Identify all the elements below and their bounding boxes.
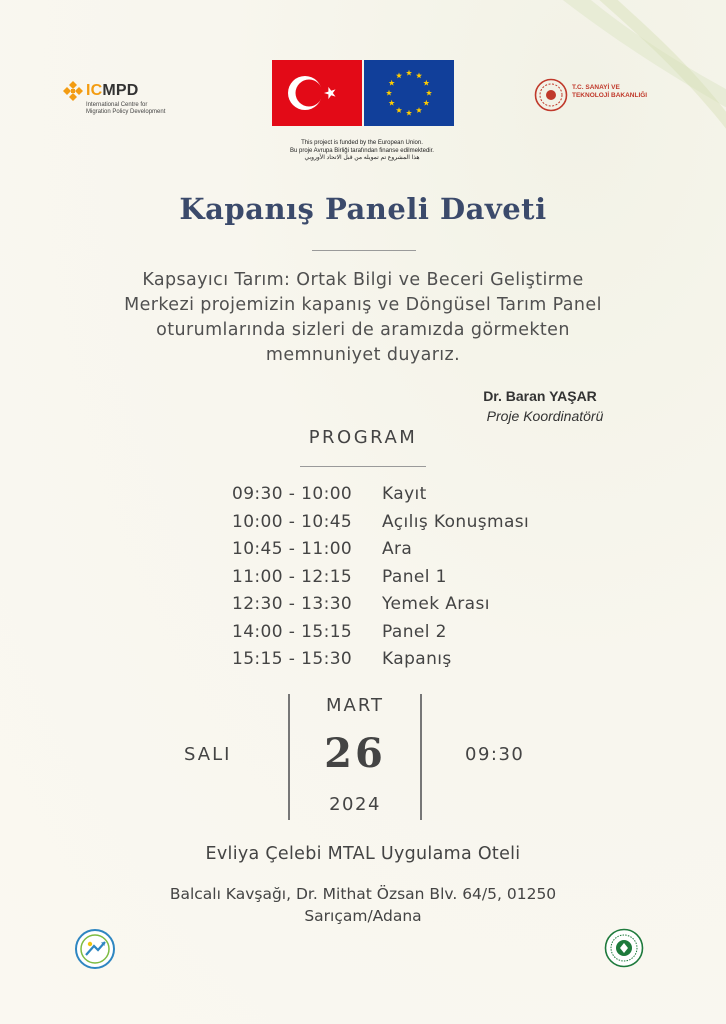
schedule-event: Ara: [382, 539, 413, 559]
intro-text: Kapsayıcı Tarım: Ortak Bilgi ve Beceri Geliştirme Merkezi projemizin kapanış ve Döngüsel Tarım Panel oturumlarında sizleri de aramızda görmekten memnuniyet duyarız.: [124, 270, 602, 365]
schedule-row: [232, 649, 592, 673]
schedule-time: 09:30 - 10:00: [232, 484, 353, 504]
schedule-row: [232, 567, 592, 591]
flags: [272, 60, 456, 130]
funding-note: This project is funded by the European Union. Bu proje Avrupa Birliği tarafından finanse edilmektedir. هذا المشروع تم تمويله من قبل الاتحاد الأوروبي: [290, 140, 434, 161]
schedule-time: 12:30 - 13:30: [232, 594, 353, 614]
eu-star-icon: [406, 110, 412, 116]
icmpd-logo: [62, 80, 182, 120]
schedule-row: [232, 484, 592, 508]
venue-address: Balcalı Kavşağı, Dr. Mithat Özsan Blv. 64/5, 01250: [169, 885, 557, 903]
icmpd-logo-icon: [62, 80, 84, 102]
signature-role: Proje Koordinatörü: [486, 408, 604, 424]
eu-star-icon: [406, 70, 412, 76]
schedule-event: Kayıt: [382, 484, 427, 504]
schedule-time: 11:00 - 12:15: [232, 566, 353, 587]
event-day: 26: [324, 730, 386, 777]
venue-city: Sarıçam/Adana: [304, 907, 422, 925]
schedule-row: [232, 539, 592, 563]
program-divider: [300, 466, 426, 467]
eu-star-icon: [416, 72, 422, 78]
schedule-event: Panel 1: [382, 566, 447, 587]
ministry-logo: [534, 78, 664, 114]
event-time: 09:30: [465, 744, 525, 765]
venue-name: Evliya Çelebi MTAL Uygulama Oteli: [205, 844, 521, 864]
schedule-event: Açılış Konuşması: [382, 511, 530, 532]
eu-star-icon: [389, 100, 395, 106]
eu-star-icon: [386, 90, 392, 96]
eu-star-icon: [396, 107, 402, 113]
page-title: Kapanış Paneli Daveti: [179, 192, 547, 226]
eu-star-icon: [389, 80, 395, 86]
signature-name: Dr. Baran YAŞAR: [483, 388, 597, 404]
schedule-row: [232, 512, 592, 536]
turkey-flag-icon: [272, 60, 362, 126]
schedule-row: [232, 594, 592, 618]
event-month: MART: [325, 695, 385, 716]
icmpd-name: ICMPD: [86, 82, 139, 99]
project-round-logo-icon: [74, 928, 116, 970]
icmpd-subtitle: International Centre for Migration Policy Development: [86, 102, 166, 115]
eu-star-icon: [416, 107, 422, 113]
title-divider: [312, 250, 416, 251]
schedule-event: Kapanış: [382, 649, 452, 669]
ministry-seal-icon: [534, 78, 568, 112]
eu-flag-icon: [364, 60, 454, 126]
schedule-event: Yemek Arası: [382, 594, 490, 614]
event-weekday: SALI: [184, 744, 232, 765]
eu-star-icon: [426, 90, 432, 96]
event-year: 2024: [329, 794, 381, 815]
schedule-time: 10:00 - 10:45: [232, 511, 353, 532]
schedule-time: 14:00 - 15:15: [232, 621, 353, 642]
eu-star-icon: [396, 72, 402, 78]
university-seal-icon: [604, 928, 644, 968]
eu-star-icon: [423, 80, 429, 86]
schedule-time: 10:45 - 11:00: [232, 539, 353, 559]
schedule-row: [232, 622, 592, 646]
program-heading: PROGRAM: [308, 427, 418, 448]
eu-star-icon: [423, 100, 429, 106]
ministry-name: T.C. SANAYİ VE TEKNOLOJİ BAKANLIĞI: [572, 84, 648, 99]
schedule-time: 15:15 - 15:30: [232, 649, 353, 669]
schedule-event: Panel 2: [382, 621, 447, 642]
